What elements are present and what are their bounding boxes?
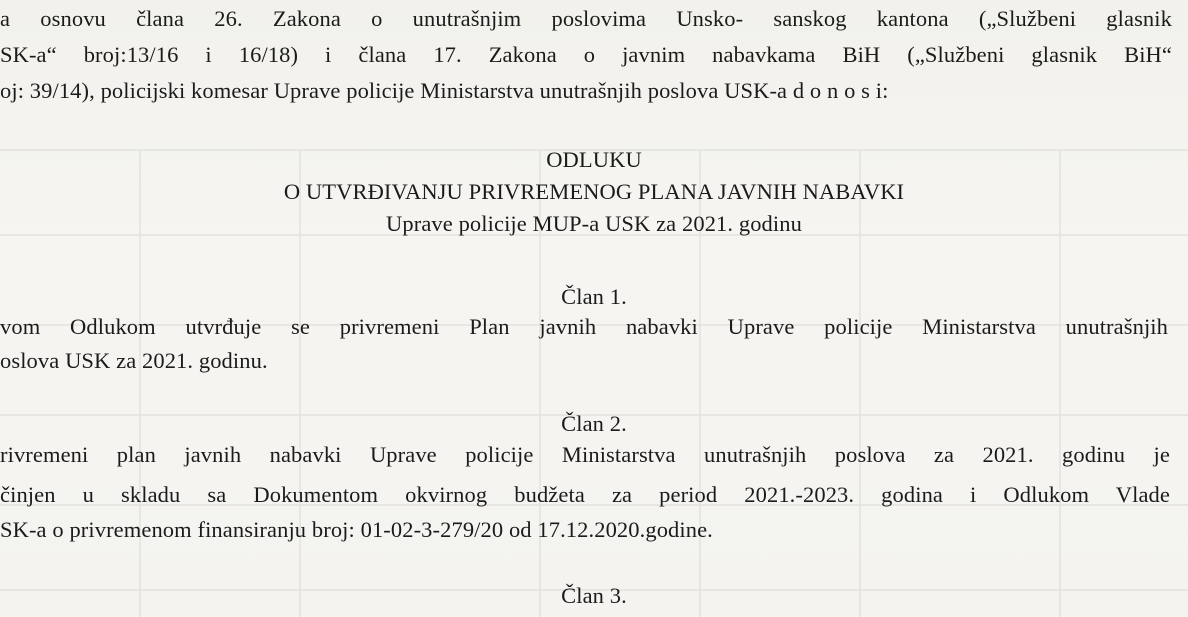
article-2-line-2: činjen u skladu sa Dokumentom okvirnog budžeta za period 2021.-2023. godina i Odlukom Vlade (0, 482, 1170, 507)
article-3-heading: Član 3. (561, 583, 627, 608)
decision-subtitle: O UTVRĐIVANJU PRIVREMENOG PLANA JAVNIH NABAVKI (283, 179, 905, 204)
article-1-heading: Član 1. (561, 284, 627, 309)
article-2-line-1: rivremeni plan javnih nabavki Uprave policije Ministarstva unutrašnjih poslova za 2021. godinu je (0, 442, 1170, 467)
article-1-line-2: oslova USK za 2021. godinu. (0, 348, 268, 373)
article-2-line-3: SK-a o privremenom finansiranju broj: 01-02-3-279/20 od 17.12.2020.godine. (0, 517, 713, 542)
article-2-heading: Član 2. (561, 411, 627, 436)
decision-title: ODLUKU (546, 147, 642, 172)
intro-line-2: SK-a“ broj:13/16 i 16/18) i člana 17. Zakona o javnim nabavkama BiH („Službeni glasnik BiH“ (0, 42, 1172, 67)
intro-line-1: a osnovu člana 26. Zakona o unutrašnjim poslovima Unsko- sanskog kantona („Službeni glasnik (0, 6, 1172, 31)
decision-authority: Uprave policije MUP-a USK za 2021. godinu (386, 211, 802, 236)
intro-line-3: oj: 39/14), policijski komesar Uprave policije Ministarstva unutrašnjih poslova USK-a d o n o s i: (0, 78, 889, 103)
article-1-line-1: vom Odlukom utvrđuje se privremeni Plan javnih nabavki Uprave policije Ministarstva unutrašnjih (0, 314, 1168, 339)
